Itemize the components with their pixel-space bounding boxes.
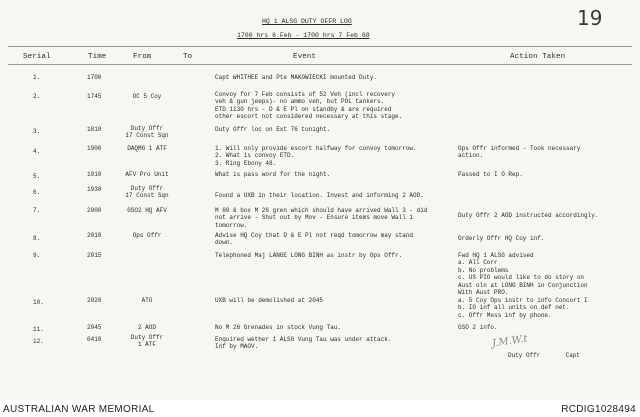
col-header-from: From	[133, 53, 152, 61]
col-header-time: Time	[88, 53, 107, 61]
entry-from: Duty Offr 1 ATF	[130, 334, 164, 349]
document-date-range: 1700 hrs 6 Feb - 1700 hrs 7 Feb 68	[237, 32, 370, 39]
entry-from: ATO	[141, 297, 153, 304]
entry-time: 2015	[87, 252, 102, 259]
entry-time: 1700	[87, 74, 102, 81]
header-top-rule	[8, 46, 632, 47]
entry-serial: 3.	[33, 128, 41, 135]
col-header-to: To	[183, 53, 193, 61]
document-title: HQ 1 ALSG DUTY OFFR LOG	[262, 18, 352, 25]
entry-serial: 10.	[33, 299, 44, 306]
entry-time: 1745	[87, 93, 102, 100]
entry-time: 2010	[87, 232, 102, 239]
col-header-serial: Serial	[23, 53, 51, 61]
entry-time: 2000	[87, 207, 102, 214]
entry-from: OC 5 Coy	[132, 93, 162, 100]
entry-action: Passed to I O Rep.	[458, 171, 523, 178]
handwritten-signature: J.M.W.t	[491, 333, 529, 350]
entry-event: Capt WHITHEE and Pte MAKOWIECKI mounted Duty.	[215, 74, 378, 81]
entry-event: Telephoned Maj LANGE LONG BINH as instr by Ops Offr.	[215, 252, 403, 259]
entry-event: What is pass word for the night.	[215, 171, 331, 178]
entry-time: 2045	[87, 324, 102, 331]
entry-event: No M 26 Grenades in stock Vung Tau.	[215, 324, 342, 331]
entry-serial: 7.	[33, 207, 41, 214]
entry-serial: 2.	[33, 93, 41, 100]
entry-time: 1930	[87, 186, 102, 193]
entry-event: UXB will be demolished at 2045	[215, 297, 324, 304]
entry-action: a. 5 Coy Ops instr to info Concort I b. IO inf all units on def net. c. Offr Mess inf by phone.	[458, 297, 588, 319]
entry-from: Duty Offr 17 Const Sqn	[125, 185, 169, 200]
entry-serial: 8.	[33, 235, 41, 242]
entry-event: M 60 & box M 26 gren which should have arrived Wall 3 - did not arrive - Shut out by Mov - Ensure items move Wall 1 tomorrow.	[215, 207, 428, 229]
entry-action: GSO 2 info.	[458, 324, 498, 331]
entry-from: 2 AOD	[137, 324, 156, 331]
entry-time: 1900	[87, 145, 102, 152]
entry-from: AFV Pro Unit	[125, 171, 169, 178]
entry-action: Orderly Offr HQ Coy inf.	[458, 235, 545, 242]
entry-time: 0410	[87, 336, 102, 343]
entry-event: Convoy for 7 Feb consists of 52 Veh (incl recovery veh & gun jeeps)- no ammo veh, but POL tankers. ETD 1130 hrs - D & E Pl on standby & are required other escort not considered necessary at this stage.	[215, 91, 403, 121]
entry-serial: 11.	[33, 326, 44, 333]
entry-event: Duty Offr loc on Ext 76 tonight.	[215, 126, 331, 133]
entry-event: 1. Will only provide escort halfway for convoy tomorrow. 2. What is convoy ETD. 3. Ring Ebony 48.	[215, 145, 417, 167]
entry-serial: 6.	[33, 189, 41, 196]
header-bottom-rule	[8, 64, 632, 65]
entry-time: 1810	[87, 126, 102, 133]
entry-action: Duty Offr 2 AOD instructed accordingly.	[458, 212, 599, 219]
entry-action: Fwd HQ 1 ALSG advised a. All Corr b. No problems c. US PIO would like to do story on Aust oln at LONG BINH in Conjunction With Aust PRO.	[458, 252, 588, 297]
archive-reference: RCDIG1028494	[561, 404, 636, 415]
entry-serial: 12.	[33, 338, 44, 345]
col-header-event: Event	[293, 53, 317, 61]
signature-block: Duty Offr Capt	[508, 352, 581, 359]
entry-from: DAQMG 1 ATF	[127, 145, 167, 152]
entry-from: GSO2 HQ AFV	[127, 207, 167, 214]
entry-serial: 9.	[33, 252, 41, 259]
archive-name: AUSTRALIAN WAR MEMORIAL	[3, 404, 155, 415]
entry-event: Enquired wether 1 ALSG Vung Tau was under attack. Inf by MAOV.	[215, 336, 392, 351]
entry-time: 2020	[87, 297, 102, 304]
col-header-action: Action Taken	[510, 53, 566, 61]
entry-serial: 4.	[33, 148, 41, 155]
entry-from: Ops Offr	[132, 232, 162, 239]
entry-serial: 1.	[33, 74, 41, 81]
entry-serial: 5.	[33, 173, 41, 180]
entry-event: Found a UXB in their location. Invest and informing 2 AOD.	[215, 192, 424, 199]
entry-event: Advise HQ Coy that D & E Pl not reqd tomorrow may stand down.	[215, 232, 414, 247]
page-number: 19	[577, 6, 603, 30]
entry-from: Duty Offr 17 Const Sqn	[125, 125, 169, 140]
entry-action: Ops Offr informed - Took necessary action.	[458, 145, 581, 160]
entry-time: 1910	[87, 171, 102, 178]
